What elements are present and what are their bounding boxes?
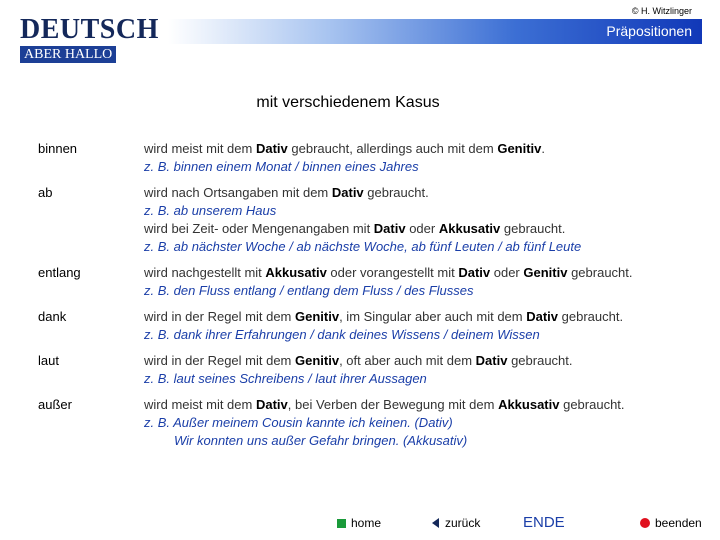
- quit-label: beenden: [655, 516, 702, 530]
- rule-fragment: gebraucht.: [500, 221, 566, 236]
- rule-text: [144, 308, 623, 326]
- circle-icon: [640, 518, 650, 528]
- rule-text: [144, 140, 545, 158]
- entry-row: [38, 140, 708, 176]
- rule-text: [144, 396, 625, 414]
- entry-term: ab: [38, 185, 53, 200]
- entry-description: [144, 396, 625, 450]
- case-term: Genitiv: [497, 141, 542, 156]
- example-text: z. B. binnen einem Monat / binnen eines Jahres: [144, 159, 419, 174]
- entry-term: dank: [38, 309, 67, 324]
- rule-fragment: wird in der Regel mit dem: [144, 309, 295, 324]
- entry-term: laut: [38, 353, 59, 368]
- rule-fragment: gebraucht.: [363, 185, 429, 200]
- quit-button[interactable]: [640, 516, 702, 530]
- rule-text: [144, 184, 581, 202]
- rule-fragment: wird meist mit dem: [144, 141, 256, 156]
- logo-title: DEUTSCH: [20, 14, 159, 45]
- home-button[interactable]: [337, 516, 381, 530]
- case-term: Dativ: [475, 353, 508, 368]
- example-text: z. B. laut seines Schreibens / laut ihrer Aussagen: [144, 371, 427, 386]
- rule-fragment: .: [541, 141, 546, 156]
- entry-list: [38, 140, 708, 450]
- entry-description: [144, 184, 581, 256]
- end-button[interactable]: ENDE: [523, 514, 565, 531]
- entry-term: entlang: [38, 265, 81, 280]
- case-term: Genitiv: [295, 353, 340, 368]
- entry-row: [38, 308, 708, 344]
- logo-subtitle: ABER HALLO: [20, 46, 116, 63]
- example-text: z. B. ab nächster Woche / ab nächste Woche, ab fünf Leuten / ab fünf Leute: [144, 239, 582, 254]
- back-label: zurück: [445, 516, 481, 530]
- entry-row: [38, 184, 708, 256]
- entry-description: [144, 352, 573, 388]
- rule-fragment: wird bei Zeit- oder Mengenangaben mit: [144, 221, 374, 236]
- section-heading-text: mit verschiedenem Kasus: [256, 94, 440, 111]
- rule-fragment: gebraucht.: [567, 265, 633, 280]
- rule-fragment: oder: [405, 221, 439, 236]
- footer-nav: [0, 516, 720, 534]
- case-term: Akkusativ: [438, 221, 501, 236]
- case-term: Dativ: [331, 185, 364, 200]
- rule-fragment: gebraucht, allerdings auch mit dem: [287, 141, 498, 156]
- entry-term: außer: [38, 397, 72, 412]
- rule-fragment: , im Singular aber auch mit dem: [339, 309, 527, 324]
- rule-fragment: , bei Verben der Bewegung mit dem: [287, 397, 499, 412]
- section-heading: [0, 94, 720, 112]
- case-term: Genitiv: [523, 265, 568, 280]
- case-term: Genitiv: [295, 309, 340, 324]
- case-term: Akkusativ: [265, 265, 327, 280]
- case-term: Dativ: [373, 221, 406, 236]
- rule-fragment: oder vorangestellt mit: [326, 265, 459, 280]
- case-term: Akkusativ: [498, 397, 560, 412]
- entry-row: [38, 352, 708, 388]
- entry-row: [38, 264, 708, 300]
- rule-fragment: wird nachgestellt mit: [144, 265, 266, 280]
- triangle-left-icon: [432, 518, 439, 528]
- copyright: © H. Witzlinger: [631, 6, 692, 16]
- rule-fragment: wird meist mit dem: [144, 397, 256, 412]
- example-text: z. B. Außer meinem Cousin kannte ich keinen. (Dativ): [144, 415, 453, 430]
- case-term: Dativ: [255, 397, 288, 412]
- page-title: Präpositionen: [606, 23, 692, 39]
- entry-description: [144, 308, 623, 344]
- example-text: z. B. den Fluss entlang / entlang dem Fluss / des Flusses: [144, 283, 474, 298]
- home-label: home: [351, 516, 382, 530]
- case-term: Dativ: [458, 265, 491, 280]
- rule-fragment: gebraucht.: [558, 309, 624, 324]
- header-bar: [168, 19, 702, 44]
- case-term: Dativ: [255, 141, 288, 156]
- square-icon: [337, 519, 346, 528]
- example-text: Wir konnten uns außer Gefahr bringen. (Akkusativ): [174, 433, 468, 448]
- entry-description: [144, 140, 545, 176]
- rule-fragment: gebraucht.: [559, 397, 625, 412]
- entry-description: [144, 264, 633, 300]
- rule-text: [144, 264, 633, 282]
- rule-fragment: wird in der Regel mit dem: [144, 353, 295, 368]
- example-text: z. B. ab unserem Haus: [144, 203, 277, 218]
- rule-text: [144, 220, 581, 238]
- entry-row: [38, 396, 708, 450]
- back-button[interactable]: [432, 516, 480, 530]
- example-text: z. B. dank ihrer Erfahrungen / dank deines Wissens / deinem Wissen: [144, 327, 540, 342]
- entry-term: binnen: [38, 141, 78, 156]
- case-term: Dativ: [526, 309, 559, 324]
- rule-text: [144, 352, 573, 370]
- rule-fragment: gebraucht.: [507, 353, 573, 368]
- rule-fragment: wird nach Ortsangaben mit dem: [144, 185, 332, 200]
- logo: [20, 15, 170, 63]
- rule-fragment: , oft aber auch mit dem: [339, 353, 476, 368]
- rule-fragment: oder: [490, 265, 524, 280]
